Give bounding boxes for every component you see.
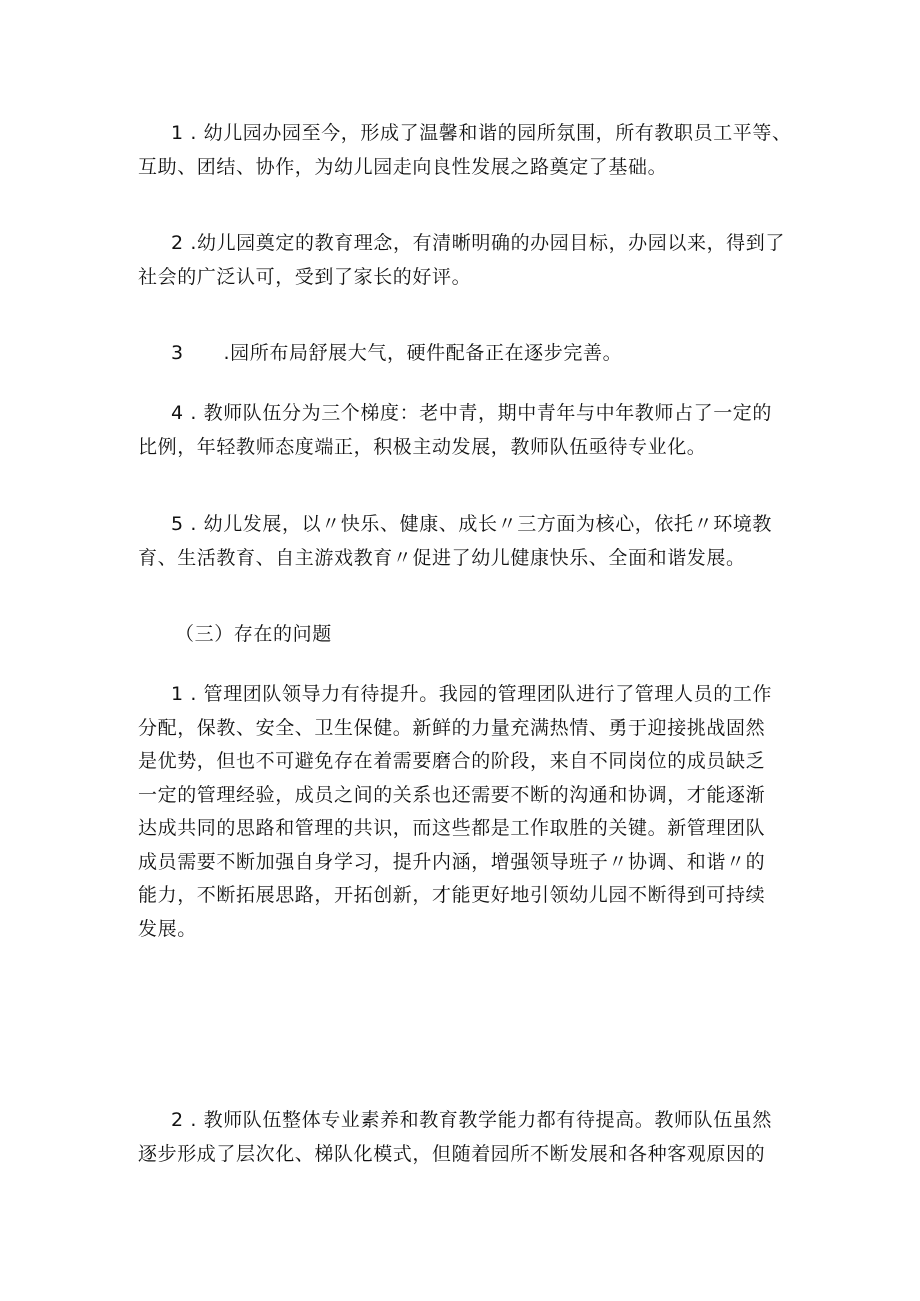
paragraph-line: 3 .园所布局舒展大气，硬件配备正在逐步完善。 [171,342,623,364]
paragraph-line: 1 . 幼儿园办园至今，形成了温馨和谐的园所氛围，所有教职员工平等、 [171,122,792,144]
paragraph-line: 一定的管理经验，成员之间的关系也还需要不断的沟通和协调，才能逐渐 [138,783,766,806]
paragraph-line: 社会的广泛认可，受到了家长的好评。 [138,265,472,288]
paragraph-line: 互助、团结、协作，为幼儿园走向良性发展之路奠定了基础。 [138,155,668,178]
paragraph-line: 能力，不断拓展思路，开拓创新，才能更好地引领幼儿园不断得到可持续 [138,884,766,906]
paragraph-line: 1 . 管理团队领导力有待提升。我园的管理团队进行了管理人员的工作 [171,683,773,705]
paragraph-line: 逐步形成了层次化、梯队化模式，但随着园所不断发展和各种客观原因的 [138,1142,766,1165]
paragraph-line: 4 . 教师队伍分为三个梯度：老中青，期中青年与中年教师占了一定的 [171,402,773,424]
paragraph-5 [138,508,788,575]
paragraph-line: 2 .幼儿园奠定的教育理念，有清晰明确的办园目标，办园以来，得到了 [171,232,785,254]
paragraph-2 [138,227,788,294]
section-heading: （三）存在的问题 [175,623,332,645]
problem-1 [138,678,788,946]
paragraph-line: 5 . 幼儿发展，以〃快乐、健康、成长〃三方面为核心，依托〃环境教 [171,513,773,535]
paragraph-line: 是优势，但也不可避免存在着需要磨合的阶段，来自不同岗位的成员缺乏 [138,750,766,772]
paragraph-line: 2 . 教师队伍整体专业素养和教育教学能力都有待提高。教师队伍虽然 [171,1109,773,1131]
paragraph-4 [138,397,788,464]
paragraph-line: 比例，年轻教师态度端正，积极主动发展，教师队伍亟待专业化。 [138,435,707,458]
paragraph-line: 发展。 [138,917,197,940]
paragraph-line: 育、生活教育、自主游戏教育〃促进了幼儿健康快乐、全面和谐发展。 [138,546,746,569]
problem-2 [138,1104,788,1171]
paragraph-line: 分配，保教、安全、卫生保健。新鲜的力量充满热情、勇于迎接挑战固然 [138,716,766,739]
paragraph-3 [138,337,788,371]
paragraph-line: 成员需要不断加强自身学习，提升内涵，增强领导班子〃协调、和谐〃的 [138,850,766,873]
paragraph-1 [138,117,792,184]
paragraph-line: 达成共同的思路和管理的共识，而这些都是工作取胜的关键。新管理团队 [138,817,766,839]
